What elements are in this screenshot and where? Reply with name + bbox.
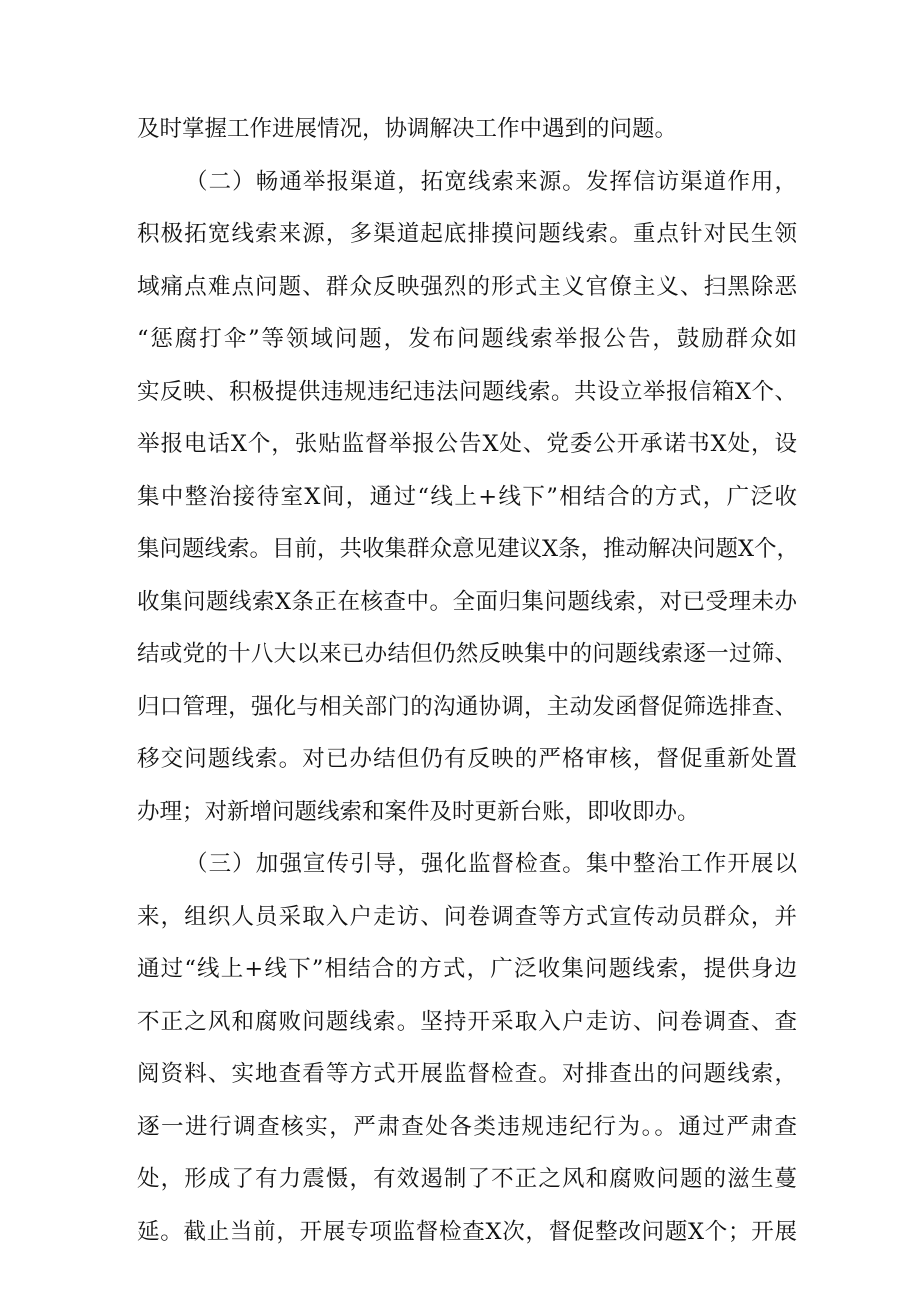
- text-line: 实反映、积极提供违规违纪违法问题线索。共设立举报信箱X个、: [137, 378, 797, 405]
- text-line: “惩腐打伞”等领域问题，发布问题线索举报公告，鼓励群众如: [137, 326, 797, 352]
- text-line: 移交问题线索。对已办结但仍有反映的严格审核，督促重新处置: [137, 746, 797, 772]
- text-line: 逐一进行调查核实，严肃查处各类违规违纪行为。。通过严肃查: [137, 1113, 797, 1140]
- text-line: 及时掌握工作进展情况，协调解决工作中遇到的问题。: [137, 116, 678, 142]
- section-heading-line: （三）加强宣传引导，强化监督检查。集中整治工作开展以: [185, 851, 797, 877]
- document-body: [137, 103, 800, 1258]
- text-line: 归口管理，强化与相关部门的沟通协调，主动发函督促筛选排查、: [137, 693, 797, 720]
- text-line: 集中整治接待室X间，通过“线上+线下”相结合的方式，广泛收: [137, 483, 797, 510]
- text-line: 域痛点难点问题、群众反映强烈的形式主义官僚主义、扫黑除恶: [137, 273, 797, 300]
- text-line: 延。截止当前，开展专项监督检查X次，督促整改问题X个；开展: [137, 1218, 797, 1245]
- text-line: 阅资料、实地查看等方式开展监督检查。对排查出的问题线索，: [137, 1061, 797, 1087]
- text-line: 处，形成了有力震慑，有效遏制了不正之风和腐败问题的滋生蔓: [137, 1166, 797, 1192]
- text-line: 通过“线上+线下”相结合的方式，广泛收集问题线索，提供身边: [137, 956, 797, 982]
- text-line: 来，组织人员采取入户走访、问卷调查等方式宣传动员群众，并: [137, 903, 797, 930]
- section-heading-line: （二）畅通举报渠道，拓宽线索来源。发挥信访渠道作用，: [185, 168, 797, 195]
- text-line: 办理；对新增问题线索和案件及时更新台账，即收即办。: [137, 798, 700, 825]
- text-line: 收集问题线索X条正在核查中。全面归集问题线索，对已受理未办: [137, 588, 797, 615]
- text-line: 不正之风和腐败问题线索。坚持开采取入户走访、问卷调查、查: [137, 1008, 797, 1035]
- text-line: 结或党的十八大以来已办结但仍然反映集中的问题线索逐一过筛、: [137, 641, 797, 667]
- text-line: 举报电话X个，张贴监督举报公告X处、党委公开承诺书X处，设: [137, 431, 797, 457]
- text-line: 集问题线索。目前，共收集群众意见建议X条，推动解决问题X个，: [137, 536, 800, 562]
- text-line: 积极拓宽线索来源，多渠道起底排摸问题线索。重点针对民生领: [137, 221, 797, 247]
